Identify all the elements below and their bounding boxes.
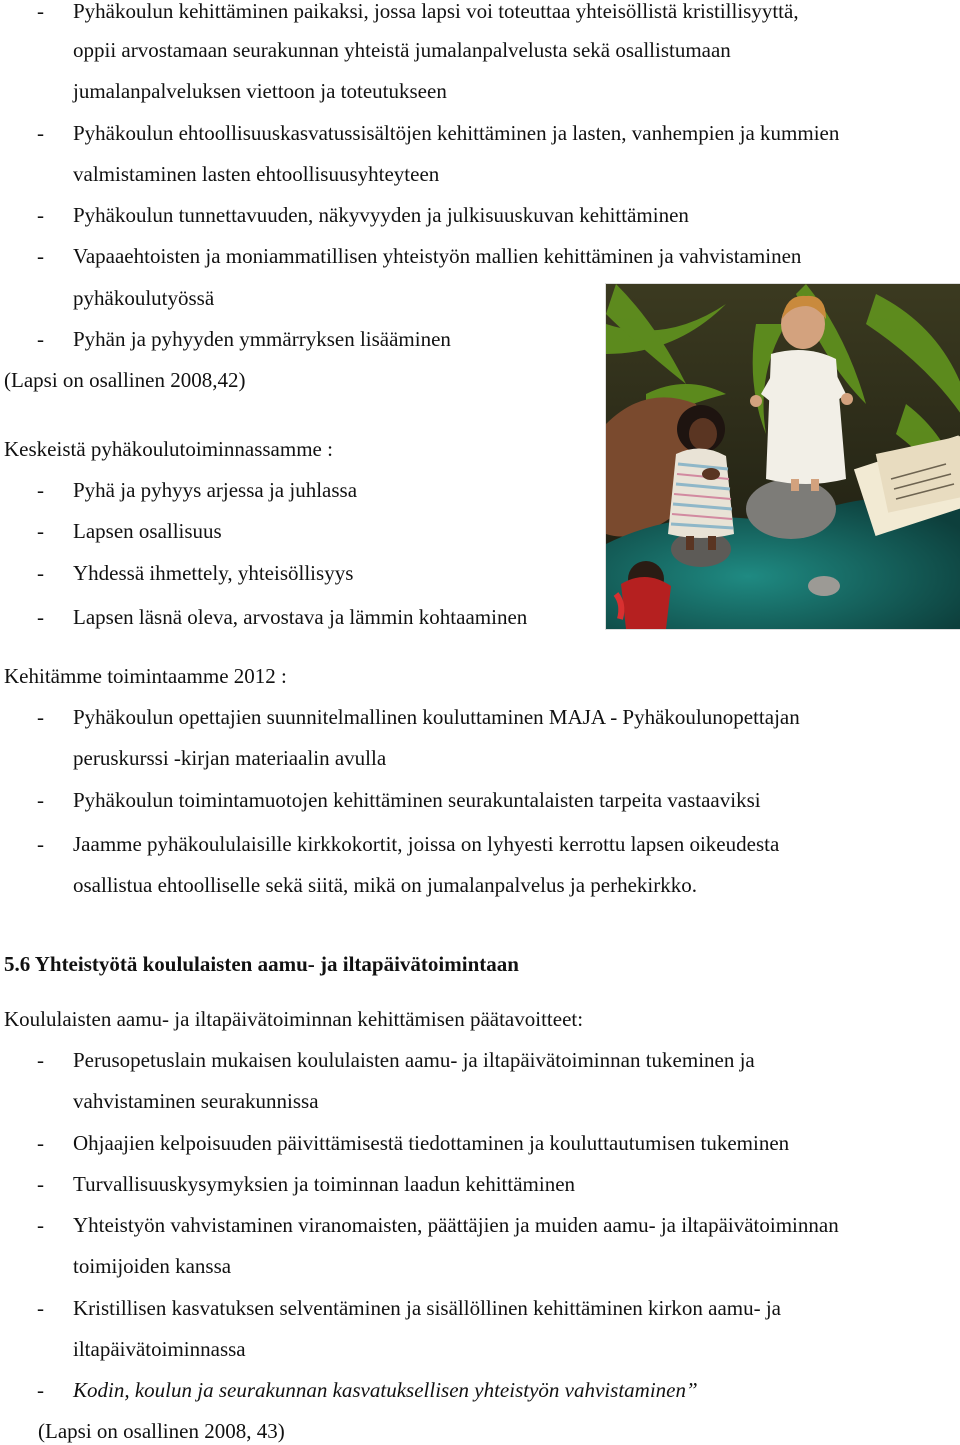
document-page: - Pyhäkoulun kehittäminen paikaksi, jossa lapsi voi toteuttaa yhteisöllistä kristillisyyttä, oppii arvostamaan seurakunnan yhteistä jumalanpalvelusta sekä osallistumaan jumalanpalveluksen viettoon ja toteutukseen - Pyhäkoulun ehtoollisuuskasvatussisältöjen kehittäminen ja lasten, vanhempien ja kummien valmistaminen lasten ehtoollisuusyhteyteen - Pyhäkoulun tunnettavuuden, näkyvyyden ja julkisuuskuvan kehittäminen - Vapaaehtoisten ja moniammatillisen yhteistyön mallien kehittäminen ja vahvistaminen pyhäkoulutyössä - Pyhän ja pyhyyden ymmärryksen lisääminen (Lapsi on osallinen 2008,42) Keskeistä pyhäkoulutoiminnassamme : - Pyhä ja pyhyys arjessa ja juhlassa - Lapsen osallisuus - Yhdessä ihmettely, yhteisöllisyys - Lapsen läsnä oleva, arvostava ja lämmin kohtaaminen Kehitämme toimintaamme 2012 : - Pyhäkoulun opettajien suunnitelmallinen kouluttaminen MAJA - Pyhäkoulunopettajan peruskurssi -kirjan materiaalin avulla - Pyhäkoulun toimintamuotojen kehittäminen seurakuntalaisten tarpeita vastaaviksi - Jaamme pyhäkoululaisille kirkkokortit, joissa on lyhyesti kerrottu lapsen oikeudesta osallistua ehtoolliselle sekä siitä, mikä on jumalanpalvelus ja perhekirkko. 5.6 Yhteistyötä koululaisten aamu- ja iltapäivätoimintaan Koululaisten aamu- ja iltapäivätoiminnan kehittämisen päätavoitteet: - Perusopetuslain mukaisen koululaisten aamu- ja iltapäivätoiminnan tukeminen ja vahvistaminen seurakunnissa - Ohjaajien kelpoisuuden päivittämisestä tiedottaminen ja kouluttautumisen tukeminen - Turvallisuuskysymyksien ja toiminnan laadun kehittäminen - Yhteistyön vahvistaminen viranomaisten, päättäjien ja muiden aamu- ja iltapäivätoiminnan toimijoiden kanssa - Kristillisen kasvatuksen selventäminen ja sisällöllinen kehittäminen kirkon aamu- ja iltapäivätoiminnassa - Kodin, koulun ja seurakunnan kasvatuksellisen yhteistyön vahvistaminen” (Lapsi on osallinen 2008, 43) [0,0,960,1445]
section-intro: Koululaisten aamu- ja iltapäivätoiminnan kehittämisen päätavoitteet: [4,1007,584,1031]
citation: (Lapsi on osallinen 2008, 43) [38,1419,285,1443]
section-heading: 5.6 Yhteistyötä koululaisten aamu- ja iltapäivätoimintaan [4,952,519,976]
photo-illustration [606,284,960,629]
section-title: Keskeistä pyhäkoulutoiminnassamme : [4,437,333,461]
photo-felt-dolls [605,283,960,630]
citation: (Lapsi on osallinen 2008,42) [4,368,246,392]
section-title: Kehitämme toimintaamme 2012 : [4,664,287,688]
